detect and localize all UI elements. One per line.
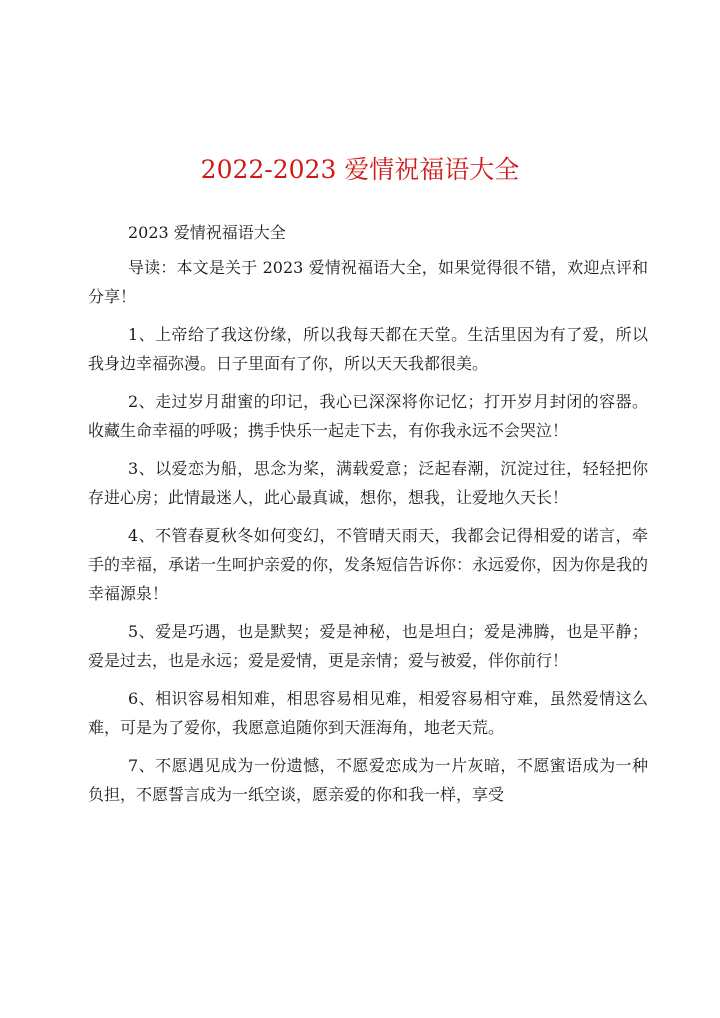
paragraph-item-2: 2、走过岁月甜蜜的印记，我心已深深将你记忆；打开岁月封闭的容器。收藏生命幸福的呼吸；携手快乐一起走下去，有你我永远不会哭泣！ — [88, 392, 648, 440]
document-body — [88, 218, 648, 818]
paragraph-item-3: 3、以爱恋为船，思念为桨，满载爱意；泛起春潮，沉淀过往，轻轻把你存进心房；此情最迷人，此心最真诚，想你，想我，让爱地久天长！ — [88, 459, 648, 507]
paragraph-item-6: 6、相识容易相知难，相思容易相见难，相爱容易相守难，虽然爱情这么难，可是为了爱你，我愿意追随你到天涯海角，地老天荒。 — [88, 689, 648, 737]
paragraph-item-5: 5、爱是巧遇，也是默契；爱是神秘，也是坦白；爱是沸腾，也是平静；爱是过去，也是永远；爱是爱情，更是亲情；爱与被爱，伴你前行！ — [88, 622, 648, 670]
page-title: 2022-2023 爱情祝福语大全 — [200, 155, 520, 184]
paragraph-intro: 导读：本文是关于 2023 爱情祝福语大全，如果觉得很不错，欢迎点评和分享！ — [88, 258, 648, 306]
paragraph-item-4: 4、不管春夏秋冬如何变幻，不管晴天雨天，我都会记得相爱的诺言，牵手的幸福，承诺一生呵护亲爱的你，发条短信告诉你：永远爱你，因为你是我的幸福源泉！ — [88, 526, 649, 603]
paragraph-subtitle: 2023 爱情祝福语大全 — [128, 223, 286, 242]
paragraph-item-7: 7、不愿遇见成为一份遗憾，不愿爱恋成为一片灰暗，不愿蜜语成为一种负担，不愿誓言成为一纸空谈，愿亲爱的你和我一样，享受 — [88, 756, 648, 804]
paragraph-item-1: 1、上帝给了我这份缘，所以我每天都在天堂。生活里因为有了爱，所以我身边幸福弥漫。日子里面有了你，所以天天我都很美。 — [88, 325, 648, 373]
